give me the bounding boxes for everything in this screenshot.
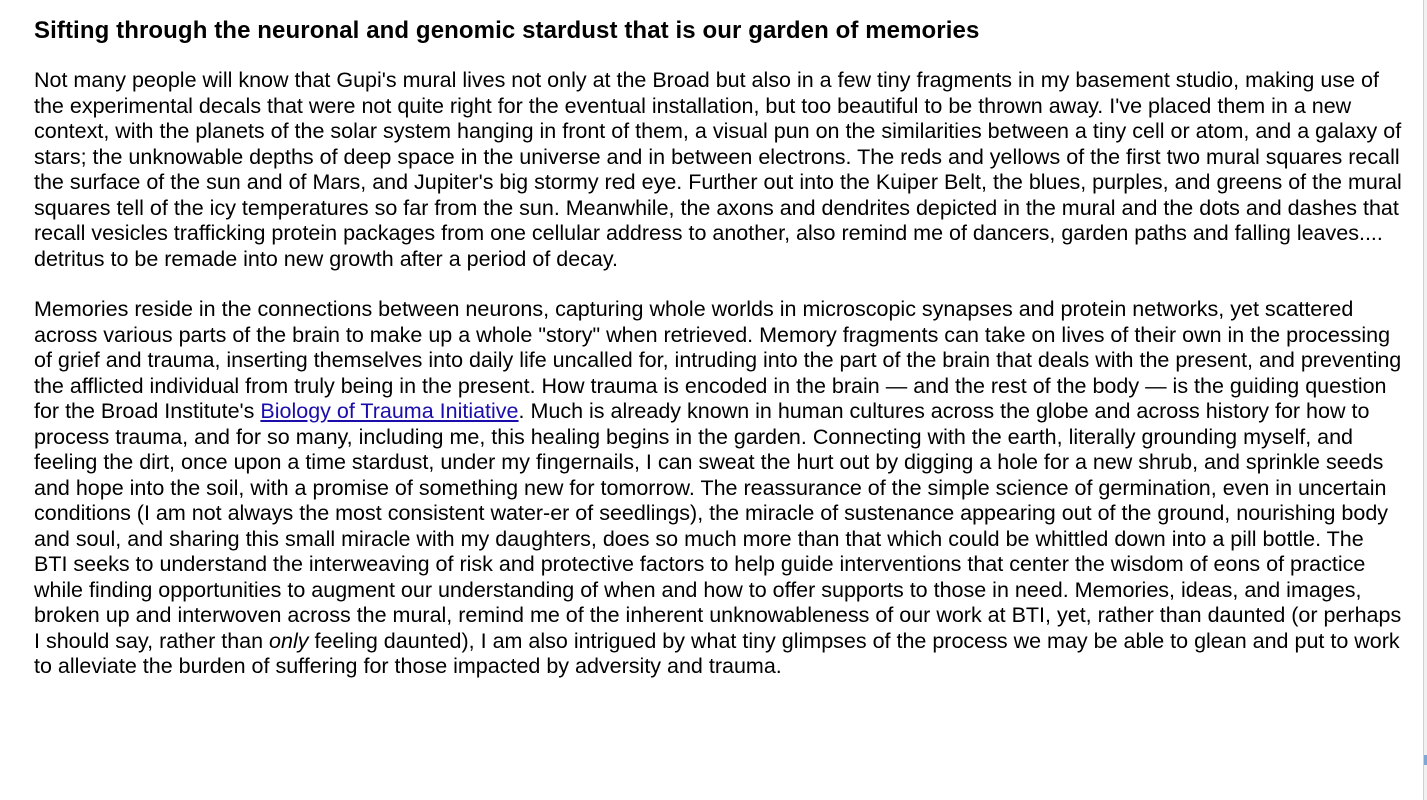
emphasis-only: only bbox=[269, 628, 309, 653]
paragraph-2-text-end: feeling daunted), I am also intrigued by what tiny glimpses of the process we may be able to glean and put to work to alleviate the burden of suffering for those impacted by adversity and trauma. bbox=[34, 628, 1400, 678]
biology-of-trauma-initiative-link[interactable]: Biology of Trauma Initiative bbox=[260, 399, 519, 423]
article-paragraph-1: Not many people will know that Gupi's mural lives not only at the Broad but also in a few tiny fragments in my basement studio, making use of the experimental decals that were not quite right for the eventual installation, but too beautiful to be thrown away. I've placed them in a new context, with the planets of the solar system hanging in front of them, a visual pun on the similarities between a tiny cell or atom, and a galaxy of stars; the unknowable depths of deep space in the universe and in between electrons. The reds and yellows of the first two mural squares recall the surface of the sun and of Mars, and Jupiter's big stormy red eye. Further out into the Kuiper Belt, the blues, purples, and greens of the mural squares tell of the icy temperatures so far from the sun. Meanwhile, the axons and dendrites depicted in the mural and the dots and dashes that recall vesicles trafficking protein packages from one cellular address to another, also remind me of dancers, garden paths and falling leaves.... detritus to be remade into new growth after a period of decay. bbox=[34, 68, 1402, 271]
paragraph-2-text-start: Memories reside in the connections between neurons, capturing whole worlds in microscopic synapses and protein networks, yet scattered across various parts of the brain to make up a whole "story" when retrieved. Memory fragments can take on lives of their own in the processing of grief and trauma, inserting themselves into daily life uncalled for, intruding into the part of the brain that deals with the present, and preventing the afflicted individual from truly being in the present. How trauma is encoded in the brain — and the rest of the body — is the guiding question for the Broad Institute's bbox=[34, 297, 1402, 423]
paragraph-2-text-middle: . Much is already known in human cultures across the globe and across history for how to process trauma, and for so many, including me, this healing begins in the garden. Connecting with the earth, literally grounding myself, and feeling the dirt, once upon a time stardust, under my fingernails, I can sweat the hurt out by digging a hole for a new shrub, and sprinkle seeds and hope into the soil, with a promise of something new for tomorrow. The reassurance of the simple science of germination, even in uncertain conditions (I am not always the most consistent water-er of seedlings), the miracle of sustenance appearing out of the ground, nourishing body and soul, and sharing this small miracle with my daughters, does so much more than that which could be whittled down into a pill bottle. The BTI seeks to understand the interweaving of risk and protective factors to help guide interventions that center the wisdom of eons of practice while finding opportunities to augment our understanding of when and how to offer supports to those in need. Memories, ideas, and images, broken up and interwoven across the mural, remind me of the inherent unknowableness of our work at BTI, yet, rather than daunted (or perhaps I should say, rather than bbox=[34, 399, 1402, 653]
article-title: Sifting through the neuronal and genomic stardust that is our garden of memories bbox=[34, 17, 980, 44]
vertical-scrollbar[interactable] bbox=[1423, 0, 1427, 800]
article-paragraph-2 bbox=[34, 297, 1402, 680]
